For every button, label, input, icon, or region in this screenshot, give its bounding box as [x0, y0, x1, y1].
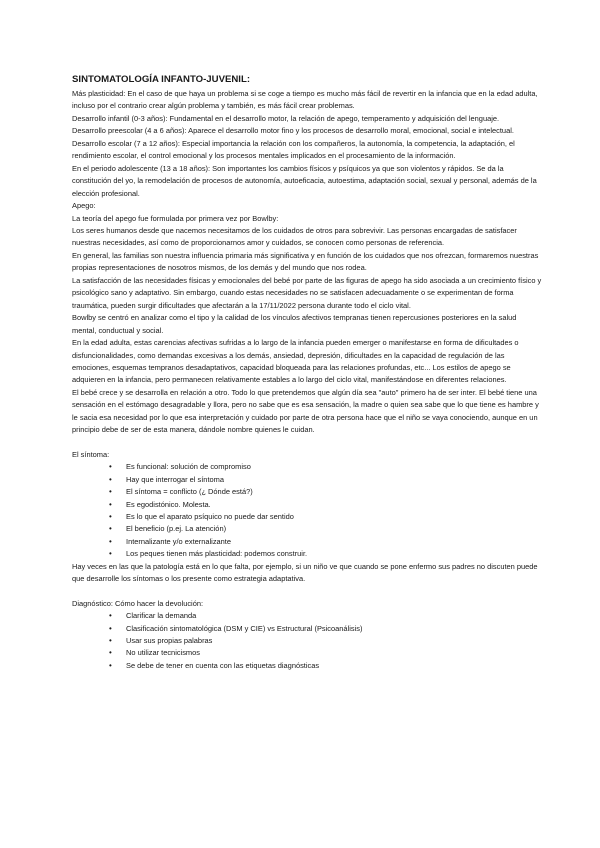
list-item: • Hay que interrogar el síntoma: [72, 474, 542, 486]
list-item: • Usar sus propias palabras: [72, 635, 542, 647]
list-item: • Se debe de tener en cuenta con las etiquetas diagnósticas: [72, 660, 542, 672]
paragraph-seres-humanos: Los seres humanos desde que nacemos necesitamos de los cuidados de otros para sobrevivir. Las personas encargadas de satisfacer nuestras necesidades, así como de proporcionarnos amor y cuidados, se conocen como personas de referencia.: [72, 225, 517, 248]
list-item: • No utilizar tecnicismos: [72, 647, 542, 659]
list-item: • Clasificación sintomatológica (DSM y CIE) vs Estructural (Psicoanálisis): [72, 623, 542, 635]
spacer: [72, 437, 542, 449]
sintoma-list: [72, 461, 542, 561]
spacer: [72, 586, 542, 598]
paragraph-bowlby: Bowlby se centró en analizar como el tipo y la calidad de los vínculos afectivos tempranas tienen repercusiones posteriores en la salud mental, conductual y social.: [72, 313, 517, 335]
paragraph-patologia: Hay veces en las que la patología está en lo que falta, por ejemplo, si un niño ve que cuando se pone enfermo sus padres no discuten puede que desarrolle los síntomas o los presente como estrategia adaptativa.: [72, 561, 538, 584]
paragraph-desarrollo-infantil: Desarrollo infantil (0-3 años): Fundamental en el desarrollo motor, la relación de apego, temperamento y adquisición del lenguaje.: [72, 113, 500, 123]
paragraph-plasticidad: Más plasticidad: En el caso de que haya un problema si se coge a tiempo es mucho más fácil de revertir en la infancia que en la edad adulta, incluso por el contrario crear algún problema y también, es más fácil crear problemas.: [72, 89, 538, 111]
list-item: • Los peques tienen más plasticidad: podemos construir.: [72, 548, 542, 560]
list-item: • El síntoma = conflicto (¿ Dónde está?): [72, 486, 542, 498]
list-item: • Es lo que el aparato psíquico no puede dar sentido: [72, 511, 542, 523]
paragraph-familias: En general, las familias son nuestra influencia primaria más significativa y en función de los cuidados que nos ofrezcan, formaremos nuestras propias representaciones de nosotros mismos, de los demás y del mundo que nos rodea.: [72, 250, 539, 273]
list-item: • Es funcional: solución de compromiso: [72, 461, 542, 473]
heading-sintoma: El síntoma:: [72, 449, 110, 459]
heading-diagnostico: Diagnóstico: Cómo hacer la devolución:: [72, 598, 204, 608]
paragraph-satisfaccion: La satisfacción de las necesidades físicas y emocionales del bebé por parte de las figuras de apego ha sido asociada a un crecimiento físico y psicológico sano y adaptativo. Sin embargo, cuando estas necesidades no se satisfacen adecuadamente o se experimentan de forma traumática, pueden surgir dificultades que afectarán a la 17/11/2022 persona durante todo el ciclo vital.: [72, 275, 542, 310]
diagnostico-list: [72, 610, 542, 672]
paragraph-bebe: El bebé crece y se desarrolla en relación a otro. Todo lo que pretendemos que algún día sea "auto" primero ha de ser inter. El bebé tiene una sensación en el estómago desagradable y llora, pero no sabe que es esa sensación, la madre o quien sea sabe que lo que tiene es hambre y le sacia esa necesidad por lo que esa interpretación y cuidado por parte de otra persona hace que el niño se vaya conociendo, aunque en un principio debe de ser de esta manera, dándole nombre quienes le cuidan.: [72, 387, 539, 435]
paragraph-edad-adulta: En la edad adulta, estas carencias afectivas sufridas a lo largo de la infancia pueden emerger o manifestarse en forma de dificultades o disfuncionalidades, como demandas excesivas a los demás, ansiedad, depresión, dificultades en la capacidad de regulación de las emociones, esquemas tempranos desadaptativos, capacidad bloqueada para las relaciones profundas, etc... Los estilos de apego se adquieren en la infancia, pero permanecen relativamente estables a lo largo del ciclo vital, manifestándose en diferentes relaciones.: [72, 338, 519, 385]
paragraph-teoria-apego: La teoría del apego fue formulada por primera vez por Bowlby:: [72, 213, 279, 223]
list-item: • Internalizante y/o externalizante: [72, 536, 542, 548]
paragraph-desarrollo-escolar: Desarrollo escolar (7 a 12 años): Especial importancia la relación con los compañeros, la autonomía, la competencia, la adaptación, el rendimiento escolar, el control emocional y los procesos mentales implicados en el procesamiento de la información.: [72, 138, 515, 161]
list-item: • El beneficio (p.ej. La atención): [72, 523, 542, 535]
heading-apego: Apego:: [72, 201, 96, 211]
paragraph-adolescente: En el periodo adolescente (13 a 18 años): Son importantes los cambios físicos y psíquicos ya que son violentos y rápidos. Se da la constitución del yo, la remodelación de procesos de autonomía, autoeficacia, autoestima, adaptación social, sexual y personal, además de la elección profesional.: [72, 163, 537, 198]
document-title: SINTOMATOLOGÍA INFANTO-JUVENIL:: [72, 74, 251, 85]
list-item: • Es egodistónico. Molesta.: [72, 499, 542, 511]
list-item: • Clarificar la demanda: [72, 610, 542, 622]
paragraph-desarrollo-preescolar: Desarrollo preescolar (4 a 6 años): Aparece el desarrollo motor fino y los procesos de desarrollo moral, emocional, social e intelectual.: [72, 126, 514, 136]
